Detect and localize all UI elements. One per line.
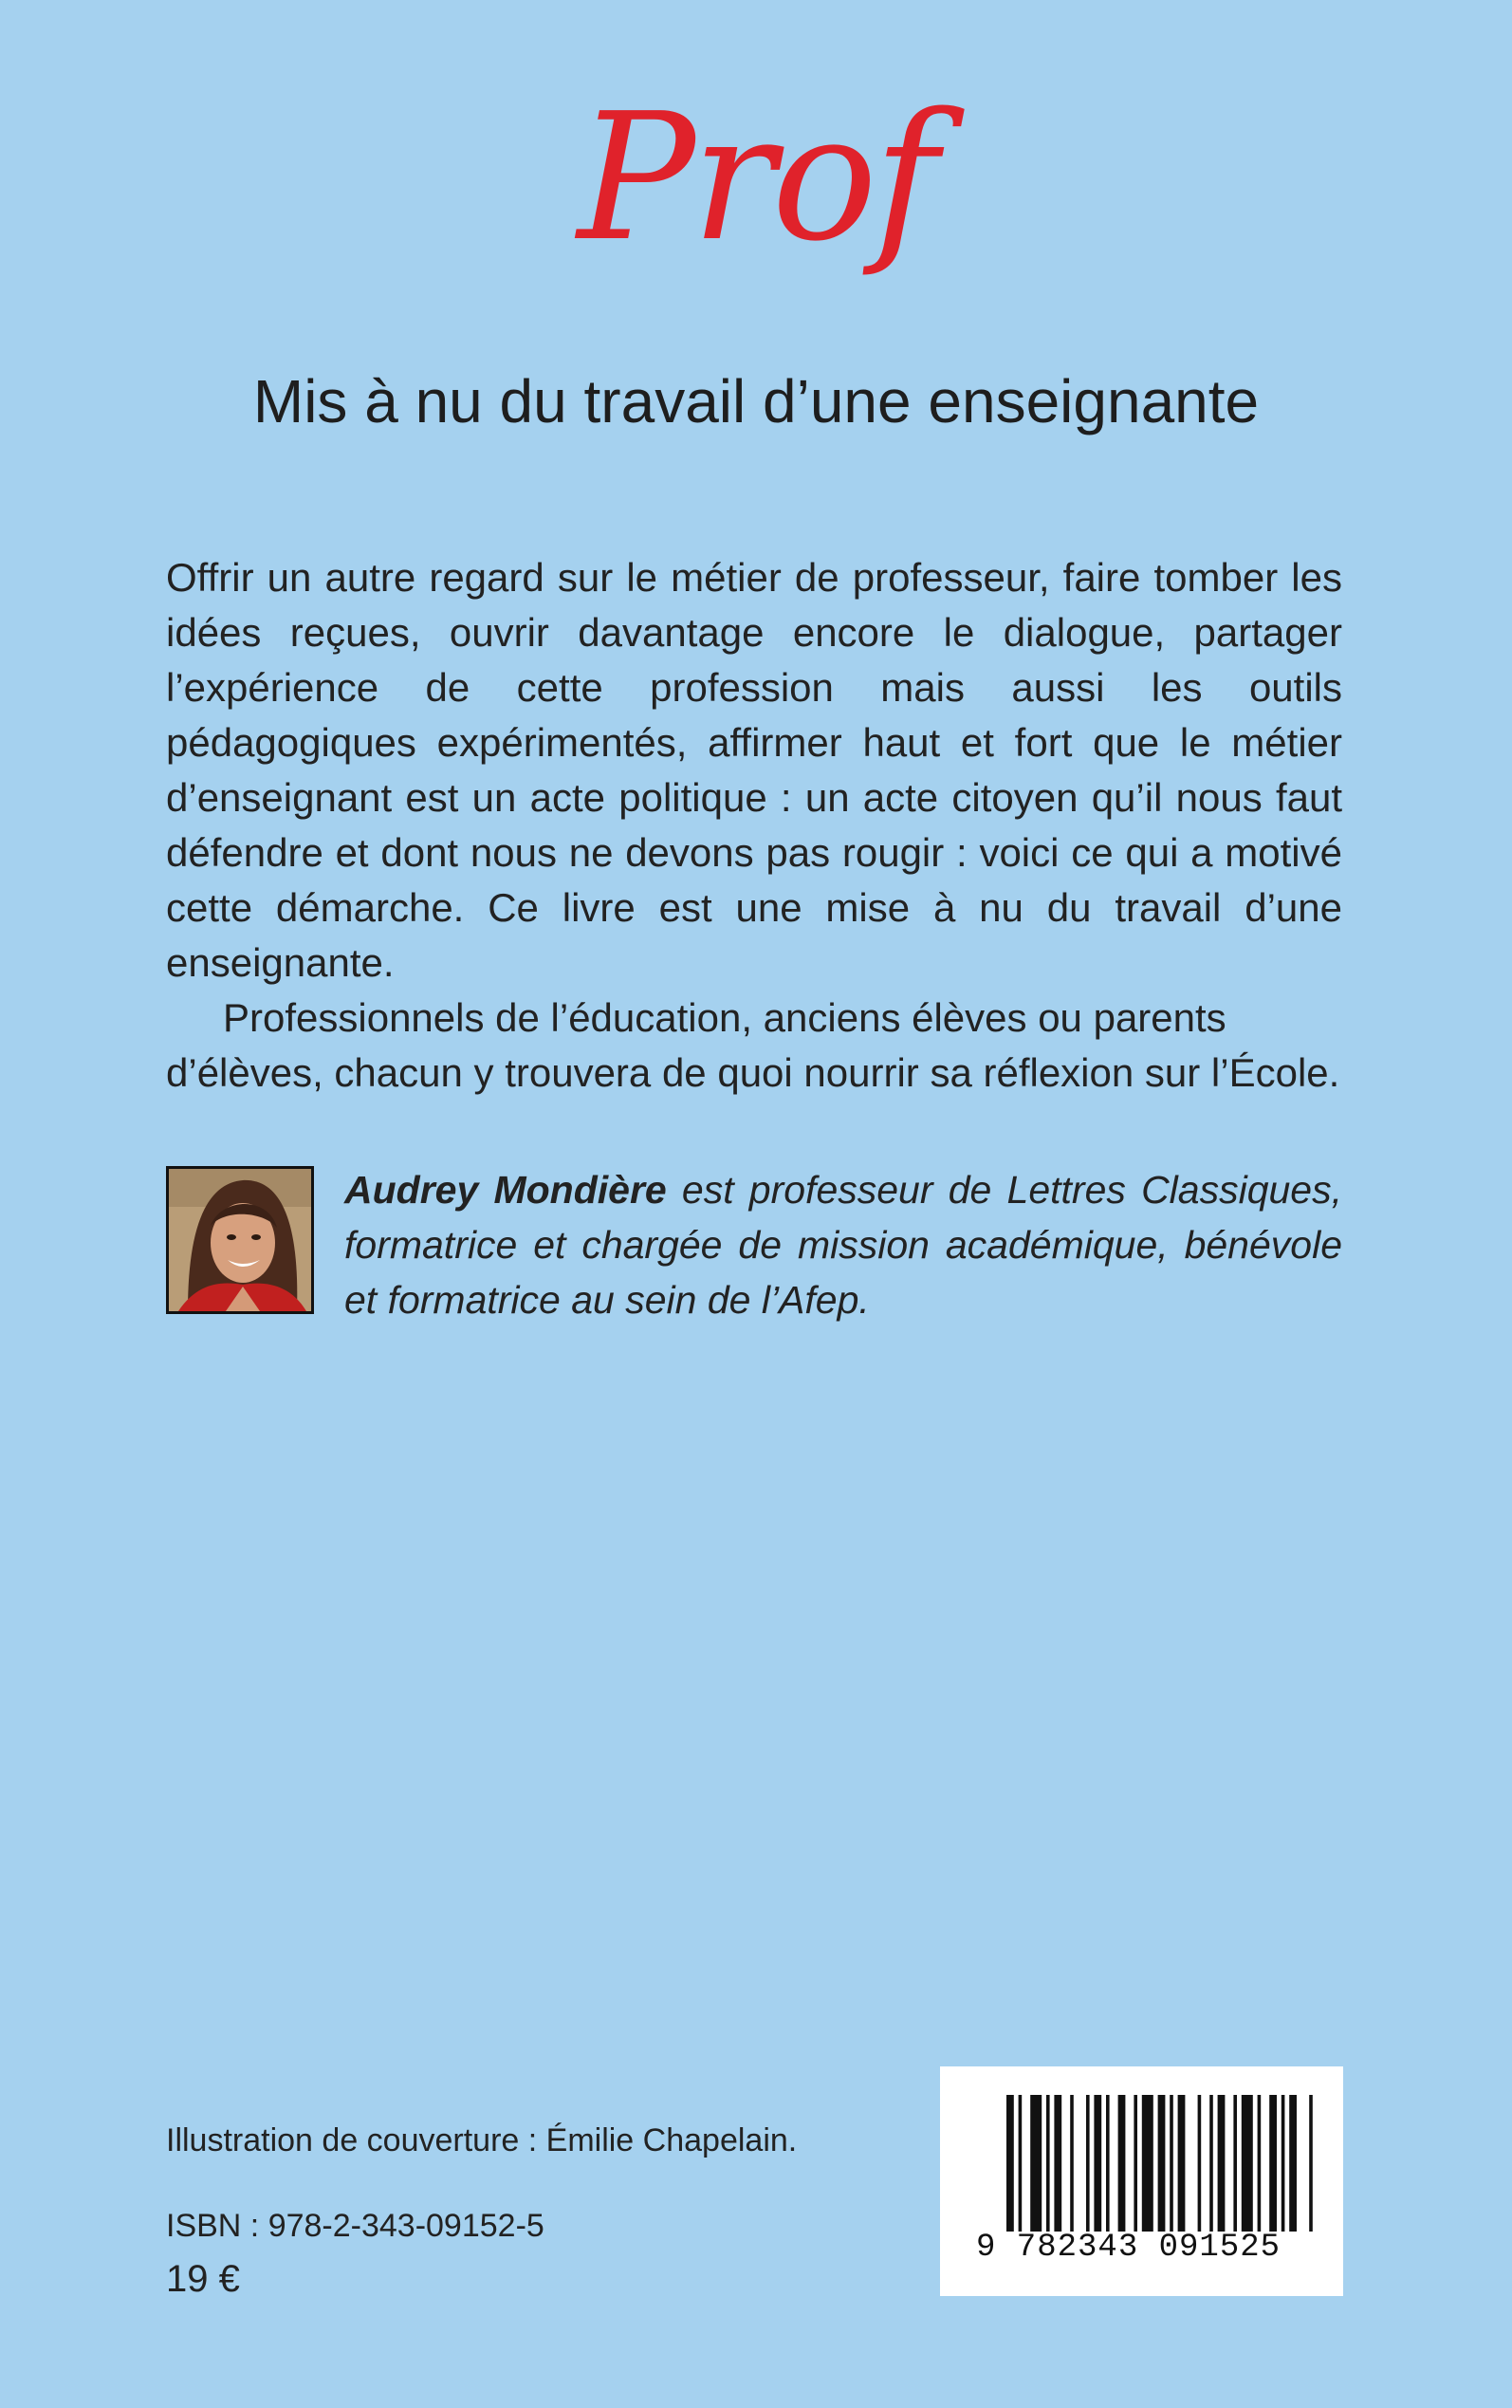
barcode-bar bbox=[1070, 2095, 1074, 2237]
author-bio-text: est professeur de Lettres Classiques, formatrice et chargée de mission académique, bénévole et formatrice au sein de l’Afep. bbox=[344, 1168, 1342, 1322]
barcode-bar bbox=[1086, 2095, 1090, 2237]
blurb-paragraph-2: Professionnels de l’éducation, anciens élèves ou parents d’élèves, chacun y trouvera de quoi nourrir sa réflexion sur l’École. bbox=[166, 995, 1340, 1095]
barcode-bar bbox=[1242, 2095, 1253, 2237]
back-cover-blurb bbox=[166, 550, 1342, 1101]
barcode-bar bbox=[1030, 2095, 1042, 2237]
barcode-bar bbox=[1170, 2095, 1173, 2237]
barcode-bar bbox=[1178, 2095, 1186, 2237]
barcode-bar bbox=[1198, 2095, 1202, 2237]
barcode-bar bbox=[1289, 2095, 1297, 2237]
barcode-bar bbox=[1282, 2095, 1285, 2237]
barcode-bar bbox=[1158, 2095, 1166, 2237]
barcode-digits: 9 782343 091525 bbox=[976, 2232, 1318, 2264]
barcode-bar bbox=[1142, 2095, 1153, 2237]
book-subtitle: Mis à nu du travail d’une enseignante bbox=[252, 367, 1260, 435]
author-name: Audrey Mondière bbox=[344, 1168, 667, 1212]
barcode-bar bbox=[1309, 2095, 1313, 2237]
author-bio bbox=[344, 1162, 1342, 1327]
barcode-bar bbox=[1134, 2095, 1137, 2237]
price-label: 19 € bbox=[166, 2258, 240, 2300]
barcode bbox=[940, 2066, 1343, 2296]
barcode-bar bbox=[1046, 2095, 1050, 2237]
barcode-bar bbox=[1094, 2095, 1101, 2237]
barcode-bar bbox=[1209, 2095, 1213, 2237]
barcode-bar bbox=[1258, 2095, 1262, 2237]
author-photo bbox=[166, 1166, 314, 1314]
book-title: Prof bbox=[577, 75, 935, 280]
illustration-credit: Illustration de couverture : Émilie Chapelain. bbox=[166, 2122, 798, 2158]
blurb-paragraph-1: Offrir un autre regard sur le métier de professeur, faire tomber les idées reçues, ouvrir davantage encore le dialogue, partager l’expérience de cette profession mais aussi les outils pédagogiques expérimentés, affirmer haut et fort que le métier d’enseignant est un acte politique : un acte citoyen qu’il nous faut défendre et dont nous ne devons pas rougir : voici ce qui a motivé cette démarche. Ce livre est une mise à nu du travail d’une enseignante. bbox=[166, 555, 1342, 985]
barcode-bar bbox=[1106, 2095, 1110, 2237]
barcode-bar bbox=[1118, 2095, 1126, 2237]
barcode-bar bbox=[1269, 2095, 1277, 2237]
barcode-bar bbox=[1054, 2095, 1061, 2237]
isbn-label: ISBN : 978-2-343-09152-5 bbox=[166, 2208, 544, 2244]
